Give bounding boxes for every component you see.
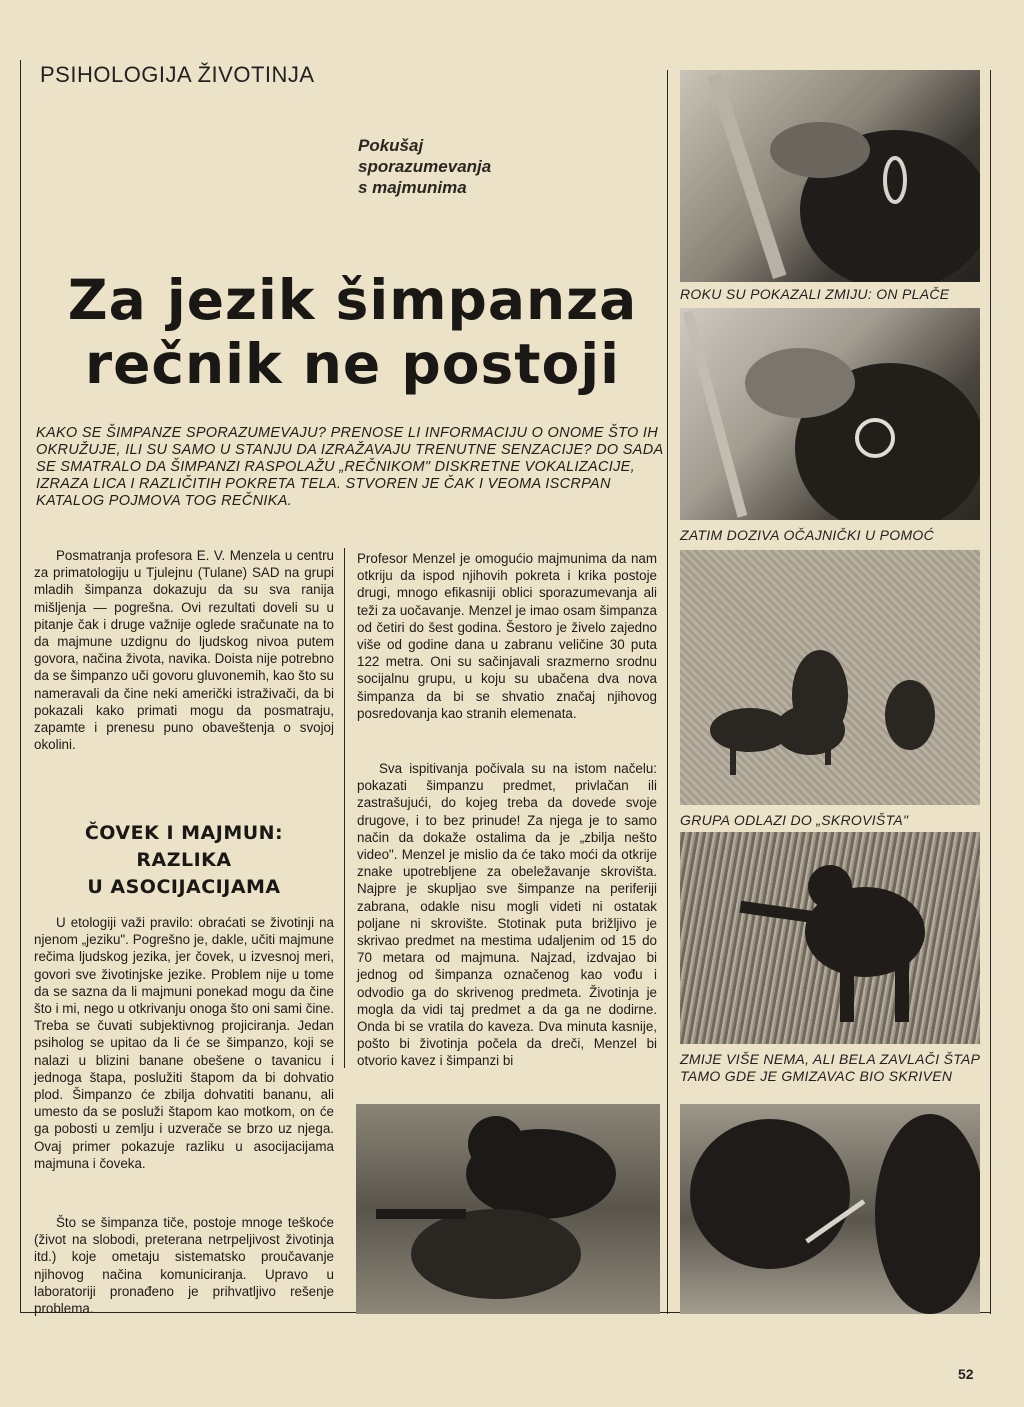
paragraph-text: Što se šimpanza tiče, postoje mnoge teškoće (život na slobodi, preterana netrpeljivost životinja itd.) koje ometaju sistematsko proučavanje njihovog načina komuniciranja. Upravo u laboratoriji pronađeno je prihvatljivo rešenje problema. (34, 1215, 334, 1317)
paragraph-text: Sva ispitivanja počivala su na istom načelu: pokazati šimpanzu predmet, privlačan ili zastrašujući, do kojeg treba da dovede svoje drugove, i to bez prinude! Za njega je to samo način da dokaže ostalima da je „zbilja nešto video". Menzel je mislio da će tako moći da otkrije znake upotrebljene za obeležavanje skrovišta. Najpre je skupljao sve šimpanze na periferiji zabrana, odakle nisu mogli videti ni ostatak poljane ni skrovište. Stotinak puta brižljivo je skrivao predmet na mestima udaljenim od 15 do 70 metara od majmuna. Najzad, izdvajao bi jednog od šimpanza označenog kao vođu i odvodio ga do skrivenog predmeta. Životinja je mogla da vidi taj predmet a da ga ne dodirne. Onda bi se vratila do kaveza. Dva minuta kasnije, pošto bi životinja počela da dreči, Menzel bi otvorio kavez i šimpanzi bi (357, 761, 657, 1069)
headline-line: Za jezik šimpanza (67, 268, 638, 332)
subheading-line: U ASOCIJACIJAMA (87, 876, 281, 898)
chimp-photo-calling (680, 308, 980, 520)
column2-paragraph (357, 550, 657, 722)
photo-caption: ROKU SU POKAZALI ZMIJU: ON PLAČE (680, 286, 950, 302)
chimps-searching-photo (356, 1104, 660, 1314)
column1-paragraph (34, 914, 334, 1172)
headline-line: rečnik ne postoji (84, 332, 621, 396)
headline (40, 268, 665, 396)
chimp-group-silhouette (680, 550, 980, 805)
kicker-line: s majmunima (358, 178, 467, 197)
kicker (358, 135, 508, 198)
subheading-line: ČOVEK I MAJMUN: (84, 822, 284, 844)
column2-paragraph (357, 760, 657, 1070)
paragraph-text: U etologiji važi pravilo: obraćati se životinji na njenom „jeziku". Pogrešno je, dakle, učiti majmune rečima ljudskog jezika, jer čovek, u izvesnoj meri, govori sve životinjske jezike. Problem nije u tome da se sazna da li majmuni ponekad mogu da čine što i mi, nego u otkrivanju onoga što oni sami čine. Treba se čuvati subjektivnog projiciranja. Jedan psiholog se upitao da li će se šimpanzo, koji se nalazi u blizini banane obešene o tavanicu i jednoga štapa, poslužiti štapom da bi dohvatio plod. Šimpanzo će zbilja dohvatiti bananu, ali umesto da se posluži štapom kao motkom, on će ga pobosti u zemlju i uzverače se brzo uz njega. Ovaj primer pokazuje razliku u asocijacijama majmuna i čoveka. (34, 915, 334, 1171)
photo-caption: ZMIJE VIŠE NEMA, ALI BELA ZAVLAČI ŠTAP TAMO GDE JE GMIZAVAC BIO SKRIVEN (680, 1051, 980, 1084)
chimp-group-silhouette (680, 1104, 980, 1314)
subheading-line: RAZLIKA (136, 849, 232, 871)
column-divider-rule (344, 548, 345, 1068)
section-label: PSIHOLOGIJA ŽIVOTINJA (40, 62, 315, 87)
photo-caption: ZATIM DOZIVA OČAJNIČKI U POMOĆ (680, 527, 935, 543)
left-margin-rule (20, 60, 21, 1312)
chimp-silhouette (680, 832, 980, 1044)
article-right-rule (667, 70, 668, 1314)
chimp-silhouette (680, 70, 980, 282)
chimp-silhouette (680, 308, 980, 520)
paragraph-text: Profesor Menzel je omogućio majmunima da nam otkriju da ispod njihovih pokreta i krika postoje drugi, mnogo efikasniji oblici sporazumevanja ali teži za uočavanje. Menzel je imao osam šimpanza od četiri do šest godina. Šestoro je živelo zajedno više od godine dana u zabranu veličine 30 puta 122 metra. Oni su sačinjavali srazmerno srodnu socijalnu grupu, u koju su ubačena dva nova šimpanza da bi se shvatio značaj njihovog posredovanja kao stranih elemenata. (357, 551, 657, 721)
paragraph-text: Posmatranja profesora E. V. Menzela u centru za primatologiju u Tjulejnu (Tulane) SAD na grupi mladih šimpanza dokazuju da su sva ranija mišljenja — pogrešna. Ovi rezultati doveli su u pitanje čak i druge važnije oglede sračunate na to da majmune uzdignu do ljudskog nivoa putem govora, načina života, navika. Doista nije potrebno da se šimpanzo uči govoru gluvonemih, kao što su nameravali da čine neki američki istraživači, da bi pokazali kako primati mogu da posmatraju, zapamte i prenesu puno obaveštenja o svojoj okolini. (34, 548, 334, 753)
photo-caption: GRUPA ODLAZI DO „SKROVIŠTA" (680, 812, 909, 828)
chimps-stick-closeup-photo (680, 1104, 980, 1314)
page-number: 52 (958, 1366, 974, 1382)
chimp-group-photo (680, 550, 980, 805)
chimp-photo-crying (680, 70, 980, 282)
kicker-line: Pokušaj (358, 136, 424, 155)
page-right-rule (990, 70, 991, 1314)
chimp-group-silhouette (356, 1104, 660, 1314)
kicker-line: sporazumevanja (358, 157, 492, 176)
chimp-stick-photo (680, 832, 980, 1044)
column1-paragraph (34, 547, 334, 753)
lead-paragraph: KAKO SE ŠIMPANZE SPORAZUMEVAJU? PRENOSE LI INFORMACIJU O ONOME ŠTO IH OKRUŽUJE, ILI SU SAMO U STANJU DA IZRAŽAVAJU TRENUTNE SENZACIJE? DO SADA SE SMATRALO DA ŠIMPANZI RASPOLAŽU „REČNIKOM" DISKRETNE VOKALIZACIJE, IZRAZA LICA I RAZLIČITIH POKRETA TELA. STVOREN JE ČAK I VEOMA ISCRPAN KATALOG POJMOVA TOG REČNIKA. (36, 425, 663, 509)
column1-paragraph (34, 1214, 334, 1317)
subheading (34, 820, 334, 901)
